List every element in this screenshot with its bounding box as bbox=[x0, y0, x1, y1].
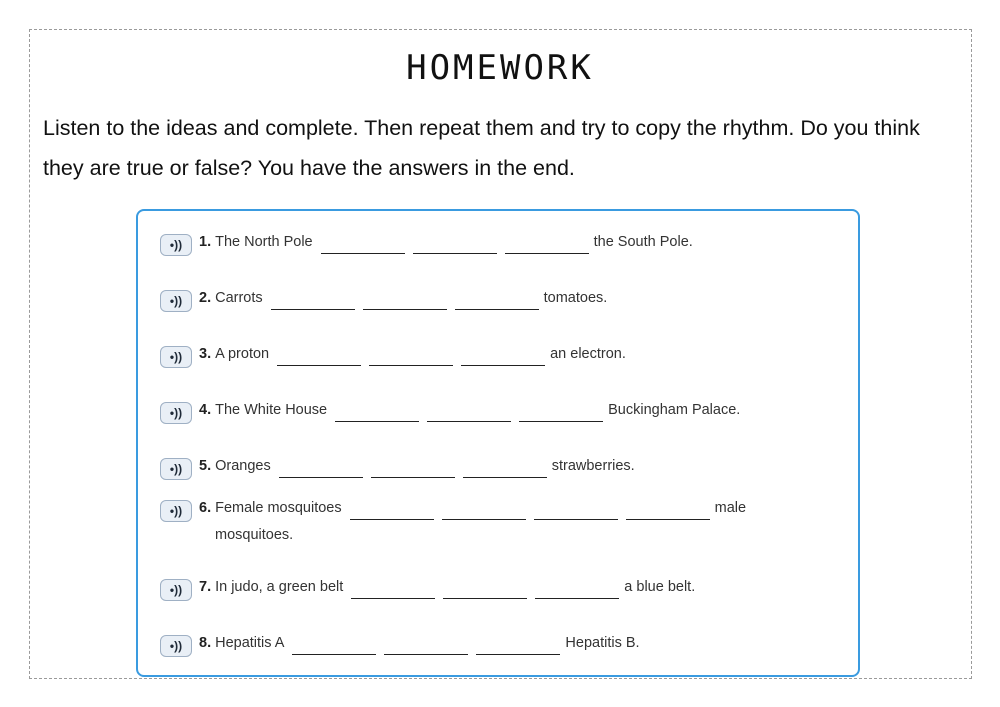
blank-input[interactable] bbox=[351, 579, 435, 599]
blank-input[interactable] bbox=[350, 500, 434, 520]
item-number: 3. bbox=[199, 346, 212, 362]
item-text-before: Carrots bbox=[215, 290, 263, 306]
audio-play-button[interactable] bbox=[160, 234, 192, 256]
item-text-before: Hepatitis A bbox=[215, 635, 285, 651]
item-text-before: A proton bbox=[215, 346, 270, 362]
item-number: 2. bbox=[199, 290, 212, 306]
blank-input[interactable] bbox=[443, 579, 527, 599]
item-number: 5. bbox=[199, 458, 212, 474]
audio-play-button[interactable] bbox=[160, 346, 192, 368]
blank-input[interactable] bbox=[519, 402, 603, 422]
audio-play-button[interactable] bbox=[160, 635, 192, 657]
item-text-before: The White House bbox=[215, 402, 328, 418]
blank-input[interactable] bbox=[279, 458, 363, 478]
blank-input[interactable] bbox=[505, 234, 589, 254]
item-text-before: Female mosquitoes bbox=[215, 500, 342, 516]
item-text-after: the South Pole. bbox=[593, 234, 693, 250]
speaker-icon: •)) bbox=[169, 238, 183, 252]
speaker-icon: •)) bbox=[169, 639, 183, 653]
audio-play-button[interactable] bbox=[160, 290, 192, 312]
item-text-after: Buckingham Palace. bbox=[608, 402, 741, 418]
blank-input[interactable] bbox=[476, 635, 560, 655]
blank-input[interactable] bbox=[427, 402, 511, 422]
speaker-icon: •)) bbox=[169, 294, 183, 308]
blank-input[interactable] bbox=[335, 402, 419, 422]
blank-input[interactable] bbox=[271, 290, 355, 310]
blank-input[interactable] bbox=[442, 500, 526, 520]
blank-input[interactable] bbox=[455, 290, 539, 310]
item-text-continuation: mosquitoes. bbox=[215, 527, 294, 543]
item-text-before: Oranges bbox=[215, 458, 271, 474]
item-text-after: a blue belt. bbox=[624, 579, 696, 595]
page-title: HOMEWORK bbox=[406, 48, 594, 88]
blank-input[interactable] bbox=[535, 579, 619, 599]
item-number: 6. bbox=[199, 500, 212, 516]
blank-input[interactable] bbox=[292, 635, 376, 655]
speaker-icon: •)) bbox=[169, 462, 183, 476]
item-text-after: strawberries. bbox=[551, 458, 635, 474]
speaker-icon: •)) bbox=[169, 504, 183, 518]
item-text-after: Hepatitis B. bbox=[565, 635, 640, 651]
blank-input[interactable] bbox=[413, 234, 497, 254]
audio-play-button[interactable] bbox=[160, 579, 192, 601]
speaker-icon: •)) bbox=[169, 350, 183, 364]
item-number: 8. bbox=[199, 635, 212, 651]
instructions-text: Listen to the ideas and complete. Then repeat them and try to copy the rhythm. Do you think they are true or false? You have the answers in the end. bbox=[43, 116, 920, 180]
audio-play-button[interactable] bbox=[160, 500, 192, 522]
item-text-before: The North Pole bbox=[215, 234, 313, 250]
blank-input[interactable] bbox=[321, 234, 405, 254]
item-text-after: male bbox=[714, 500, 747, 516]
audio-play-button[interactable] bbox=[160, 458, 192, 480]
item-text-before: In judo, a green belt bbox=[215, 579, 344, 595]
item-number: 7. bbox=[199, 579, 212, 595]
blank-input[interactable] bbox=[369, 346, 453, 366]
exercise-panel bbox=[136, 209, 860, 677]
blank-input[interactable] bbox=[463, 458, 547, 478]
item-text-after: an electron. bbox=[550, 346, 626, 362]
speaker-icon: •)) bbox=[169, 406, 183, 420]
item-text-after: tomatoes. bbox=[543, 290, 608, 306]
blank-input[interactable] bbox=[626, 500, 710, 520]
speaker-icon: •)) bbox=[169, 583, 183, 597]
blank-input[interactable] bbox=[371, 458, 455, 478]
blank-input[interactable] bbox=[384, 635, 468, 655]
audio-play-button[interactable] bbox=[160, 402, 192, 424]
item-number: 1. bbox=[199, 234, 212, 250]
blank-input[interactable] bbox=[534, 500, 618, 520]
blank-input[interactable] bbox=[461, 346, 545, 366]
blank-input[interactable] bbox=[363, 290, 447, 310]
blank-input[interactable] bbox=[277, 346, 361, 366]
item-number: 4. bbox=[199, 402, 212, 418]
